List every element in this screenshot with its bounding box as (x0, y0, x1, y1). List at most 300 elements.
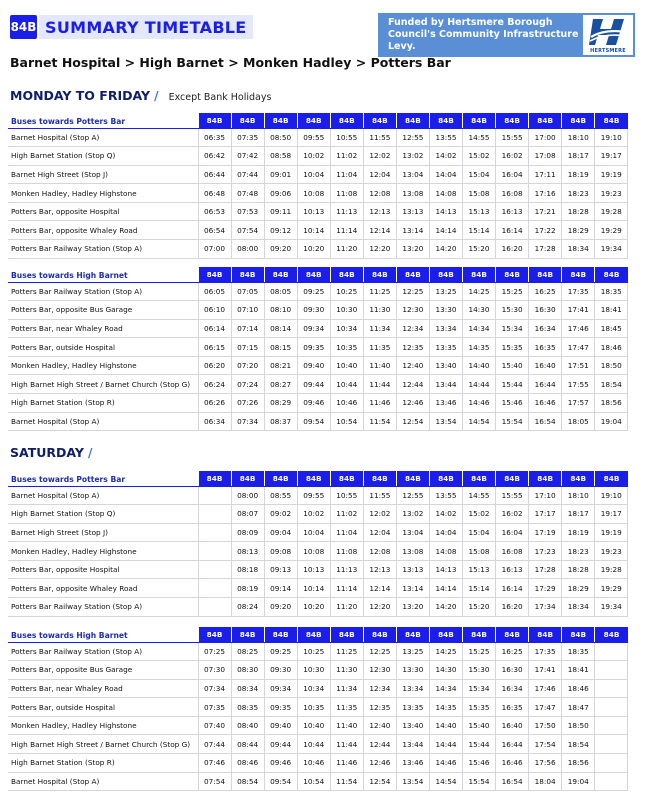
slash-decoration: / (154, 88, 159, 103)
time-cell: 12:40 (396, 356, 429, 375)
time-cell: 08:00 (231, 486, 264, 505)
time-cell: 14:46 (429, 754, 462, 773)
route-column-header: 84B (595, 471, 628, 486)
time-cell: 10:40 (330, 356, 363, 375)
time-cell: 14:08 (429, 184, 462, 203)
time-cell: 14:13 (429, 202, 462, 221)
weekday-section-title (10, 88, 271, 103)
stop-name: Potters Bar, opposite Whaley Road (8, 221, 198, 240)
time-cell: 19:04 (562, 772, 595, 791)
time-cell: 15:02 (463, 505, 496, 524)
stop-name: High Barnet Station (Stop R) (8, 754, 198, 773)
time-cell: 09:12 (264, 221, 297, 240)
time-cell: 13:40 (429, 356, 462, 375)
time-cell: 18:56 (595, 394, 628, 413)
time-cell: 19:28 (595, 560, 628, 579)
time-cell: 14:04 (429, 523, 462, 542)
table-row (8, 375, 628, 394)
table-row (8, 128, 628, 147)
time-cell: 13:13 (396, 202, 429, 221)
table-header-row (8, 471, 628, 486)
route-column-header: 84B (330, 113, 363, 128)
time-cell: 12:04 (363, 523, 396, 542)
time-cell: 17:19 (529, 523, 562, 542)
time-cell: 15:54 (463, 772, 496, 791)
hertsmere-logo-icon (589, 17, 627, 47)
time-cell: 16:04 (496, 523, 529, 542)
time-cell: 17:46 (529, 679, 562, 698)
time-cell: 17:08 (529, 147, 562, 166)
table-row (8, 394, 628, 413)
time-cell: 15:44 (463, 735, 496, 754)
stop-name: Monken Hadley, Hadley Highstone (8, 184, 198, 203)
time-cell: 10:25 (330, 282, 363, 301)
time-cell: 14:44 (429, 735, 462, 754)
time-cell: 18:28 (562, 560, 595, 579)
route-column-header: 84B (363, 113, 396, 128)
time-cell: 10:13 (297, 560, 330, 579)
direction-label: Buses towards High Barnet (8, 267, 198, 282)
route-column-header: 84B (330, 627, 363, 642)
time-cell: 16:20 (496, 598, 529, 617)
time-cell: 12:34 (363, 679, 396, 698)
table-header-row (8, 113, 628, 128)
time-cell: 12:34 (396, 319, 429, 338)
time-cell: 16:54 (529, 412, 562, 431)
time-cell: 13:35 (429, 338, 462, 357)
time-cell: 11:44 (330, 735, 363, 754)
table-row (8, 560, 628, 579)
time-cell: 17:10 (529, 486, 562, 505)
time-cell: 08:15 (264, 338, 297, 357)
stop-name: High Barnet High Street / Barnet Church (Stop G) (8, 735, 198, 754)
time-cell: 13:46 (429, 394, 462, 413)
time-cell: 09:30 (264, 661, 297, 680)
time-cell: 14:54 (429, 772, 462, 791)
time-cell: 18:04 (529, 772, 562, 791)
time-cell: 16:25 (529, 282, 562, 301)
time-cell: 16:35 (496, 698, 529, 717)
stop-name: Potters Bar Railway Station (Stop A) (8, 282, 198, 301)
table-row (8, 338, 628, 357)
route-column-header: 84B (429, 267, 462, 282)
time-cell: 10:46 (297, 754, 330, 773)
time-cell: 11:13 (330, 560, 363, 579)
time-cell: 11:44 (363, 375, 396, 394)
time-cell: 17:56 (529, 754, 562, 773)
table-header-row (8, 267, 628, 282)
time-cell: 12:35 (396, 338, 429, 357)
stop-name: Potters Bar Railway Station (Stop A) (8, 642, 198, 661)
time-cell: 18:41 (595, 301, 628, 320)
time-cell: 07:35 (231, 128, 264, 147)
time-cell: 10:40 (297, 716, 330, 735)
stop-name: Monken Hadley, Hadley Highstone (8, 356, 198, 375)
time-cell: 19:28 (595, 202, 628, 221)
direction-label: Buses towards Potters Bar (8, 113, 198, 128)
time-cell: 18:46 (595, 338, 628, 357)
time-cell: 18:50 (562, 716, 595, 735)
time-cell: 08:05 (264, 282, 297, 301)
time-cell: 07:15 (231, 338, 264, 357)
time-cell: 11:54 (363, 412, 396, 431)
time-cell: 15:30 (463, 661, 496, 680)
time-cell: 15:20 (463, 598, 496, 617)
time-cell: 07:05 (231, 282, 264, 301)
time-cell: 12:35 (363, 698, 396, 717)
time-cell (198, 505, 231, 524)
time-cell: 07:14 (231, 319, 264, 338)
time-cell: 14:35 (463, 338, 496, 357)
table-row (8, 221, 628, 240)
weekday-note: Except Bank Holidays (168, 92, 272, 103)
time-cell: 11:54 (330, 772, 363, 791)
time-cell: 18:19 (562, 523, 595, 542)
saturday-section-title (10, 445, 93, 460)
time-cell: 15:25 (496, 282, 529, 301)
time-cell: 10:34 (330, 319, 363, 338)
time-cell: 12:30 (396, 301, 429, 320)
time-cell: 10:20 (297, 240, 330, 259)
time-cell: 16:04 (496, 165, 529, 184)
stop-name: Barnet Hospital (Stop A) (8, 772, 198, 791)
time-cell (198, 598, 231, 617)
table-row (8, 486, 628, 505)
route-column-header: 84B (595, 113, 628, 128)
table-row (8, 754, 628, 773)
time-cell: 17:55 (562, 375, 595, 394)
time-cell: 13:02 (396, 505, 429, 524)
route-column-header: 84B (198, 627, 231, 642)
time-cell: 16:13 (496, 202, 529, 221)
route-column-header: 84B (363, 471, 396, 486)
slash-decoration: / (87, 445, 93, 460)
table-row (8, 147, 628, 166)
time-cell: 10:54 (330, 412, 363, 431)
table-row (8, 523, 628, 542)
weekday-title: MONDAY TO FRIDAY (10, 88, 151, 103)
route-column-header: 84B (264, 471, 297, 486)
time-cell: 14:02 (429, 147, 462, 166)
time-cell: 11:14 (330, 579, 363, 598)
time-cell: 10:35 (330, 338, 363, 357)
time-cell: 17:28 (529, 240, 562, 259)
time-cell: 12:08 (363, 184, 396, 203)
time-cell: 06:53 (198, 202, 231, 221)
time-cell (595, 642, 628, 661)
route-column-header: 84B (496, 627, 529, 642)
route-column-header: 84B (198, 267, 231, 282)
time-cell: 17:35 (562, 282, 595, 301)
route-column-header: 84B (330, 267, 363, 282)
time-cell: 19:34 (595, 598, 628, 617)
time-cell: 16:44 (529, 375, 562, 394)
time-cell: 07:20 (231, 356, 264, 375)
time-cell: 12:04 (363, 165, 396, 184)
stop-name: Barnet Hospital (Stop A) (8, 486, 198, 505)
time-cell: 08:44 (231, 735, 264, 754)
route-column-header: 84B (396, 267, 429, 282)
time-cell: 08:34 (231, 679, 264, 698)
table-row (8, 735, 628, 754)
time-cell: 17:41 (562, 301, 595, 320)
time-cell: 11:25 (363, 282, 396, 301)
route-column-header: 84B (264, 267, 297, 282)
time-cell: 15:13 (463, 560, 496, 579)
time-cell: 16:46 (529, 394, 562, 413)
time-cell: 10:02 (297, 505, 330, 524)
time-cell: 18:19 (562, 165, 595, 184)
time-cell: 08:09 (231, 523, 264, 542)
time-cell: 11:46 (330, 754, 363, 773)
route-column-header: 84B (529, 113, 562, 128)
time-cell: 11:14 (330, 221, 363, 240)
time-cell: 07:34 (198, 679, 231, 698)
time-cell: 06:15 (198, 338, 231, 357)
time-cell: 14:40 (463, 356, 496, 375)
time-cell: 11:35 (363, 338, 396, 357)
time-cell: 10:55 (330, 486, 363, 505)
time-cell: 07:42 (231, 147, 264, 166)
time-cell (595, 661, 628, 680)
time-cell: 17:21 (529, 202, 562, 221)
table-header-row (8, 627, 628, 642)
time-cell: 09:06 (264, 184, 297, 203)
table-row (8, 240, 628, 259)
table-row (8, 165, 628, 184)
time-cell: 08:24 (231, 598, 264, 617)
time-cell: 15:34 (463, 679, 496, 698)
time-cell: 08:07 (231, 505, 264, 524)
time-cell: 06:10 (198, 301, 231, 320)
time-cell: 08:54 (231, 772, 264, 791)
time-cell: 06:05 (198, 282, 231, 301)
time-cell: 19:29 (595, 579, 628, 598)
stop-name: Monken Hadley, Hadley Highstone (8, 542, 198, 561)
time-cell: 12:44 (363, 735, 396, 754)
time-cell: 08:19 (231, 579, 264, 598)
time-cell: 16:08 (496, 184, 529, 203)
time-cell: 19:17 (595, 147, 628, 166)
time-cell: 11:02 (330, 505, 363, 524)
stop-name: Potters Bar, outside Hospital (8, 338, 198, 357)
time-cell: 14:34 (463, 319, 496, 338)
time-cell: 14:08 (429, 542, 462, 561)
route-column-header: 84B (297, 267, 330, 282)
time-cell: 16:30 (496, 661, 529, 680)
time-cell: 12:54 (396, 412, 429, 431)
time-cell: 06:48 (198, 184, 231, 203)
table-row (8, 301, 628, 320)
time-cell: 10:44 (297, 735, 330, 754)
time-cell: 09:46 (264, 754, 297, 773)
stop-name: Potters Bar Railway Station (Stop A) (8, 240, 198, 259)
route-column-header: 84B (463, 627, 496, 642)
time-cell: 11:34 (330, 679, 363, 698)
time-cell: 06:26 (198, 394, 231, 413)
time-cell: 12:20 (363, 240, 396, 259)
route-column-header: 84B (198, 113, 231, 128)
stop-name: Potters Bar, opposite Hospital (8, 560, 198, 579)
time-cell: 14:20 (429, 240, 462, 259)
time-cell: 06:54 (198, 221, 231, 240)
route-column-header: 84B (463, 113, 496, 128)
time-cell: 11:55 (363, 128, 396, 147)
route-column-header: 84B (429, 113, 462, 128)
time-cell: 11:04 (330, 165, 363, 184)
route-column-header: 84B (496, 113, 529, 128)
time-cell: 19:23 (595, 184, 628, 203)
time-cell: 15:02 (463, 147, 496, 166)
funding-text: Funded by Hertsmere Borough Council's Community Infrastructure Levy. (388, 17, 579, 52)
time-cell: 10:14 (297, 221, 330, 240)
time-cell: 16:02 (496, 147, 529, 166)
time-cell: 16:40 (529, 356, 562, 375)
time-cell: 16:46 (496, 754, 529, 773)
time-cell: 16:54 (496, 772, 529, 791)
time-cell (198, 523, 231, 542)
time-cell: 07:40 (198, 716, 231, 735)
time-cell: 12:46 (363, 754, 396, 773)
time-cell: 11:40 (363, 356, 396, 375)
time-cell: 12:25 (396, 282, 429, 301)
route-column-header: 84B (330, 471, 363, 486)
time-cell: 10:04 (297, 165, 330, 184)
time-cell: 19:10 (595, 486, 628, 505)
route-column-header: 84B (529, 471, 562, 486)
stop-name: Potters Bar, near Whaley Road (8, 679, 198, 698)
time-cell: 18:34 (562, 240, 595, 259)
time-cell (595, 698, 628, 717)
time-cell: 17:51 (562, 356, 595, 375)
stop-name: Potters Bar, opposite Whaley Road (8, 579, 198, 598)
route-column-header: 84B (463, 471, 496, 486)
route-column-header: 84B (297, 113, 330, 128)
time-cell: 14:44 (463, 375, 496, 394)
route-column-header: 84B (231, 627, 264, 642)
time-cell: 08:55 (264, 486, 297, 505)
time-cell: 07:24 (231, 375, 264, 394)
time-cell: 18:29 (562, 221, 595, 240)
time-cell: 17:54 (529, 735, 562, 754)
page-title: SUMMARY TIMETABLE (39, 15, 253, 39)
route-column-header: 84B (562, 471, 595, 486)
time-cell: 12:14 (363, 579, 396, 598)
time-cell: 13:04 (396, 165, 429, 184)
time-cell: 18:35 (562, 642, 595, 661)
time-cell: 13:25 (396, 642, 429, 661)
time-cell: 13:54 (429, 412, 462, 431)
time-cell: 14:25 (429, 642, 462, 661)
time-cell: 15:46 (496, 394, 529, 413)
time-cell: 09:46 (297, 394, 330, 413)
time-cell: 07:10 (231, 301, 264, 320)
time-cell: 16:25 (496, 642, 529, 661)
time-cell (595, 716, 628, 735)
table-row (8, 282, 628, 301)
time-cell: 17:46 (562, 319, 595, 338)
time-cell: 15:55 (496, 128, 529, 147)
time-cell: 15:04 (463, 165, 496, 184)
time-cell: 08:35 (231, 698, 264, 717)
time-cell: 19:10 (595, 128, 628, 147)
time-cell: 15:54 (496, 412, 529, 431)
time-cell: 14:30 (463, 301, 496, 320)
time-cell: 10:04 (297, 523, 330, 542)
time-cell: 12:20 (363, 598, 396, 617)
time-cell: 13:08 (396, 184, 429, 203)
time-cell: 07:44 (198, 735, 231, 754)
time-cell: 19:04 (595, 412, 628, 431)
route-column-header: 84B (297, 471, 330, 486)
saturday-table-towards-potters-bar (8, 471, 628, 617)
time-cell: 09:44 (297, 375, 330, 394)
time-cell: 12:08 (363, 542, 396, 561)
time-cell: 11:20 (330, 240, 363, 259)
time-cell: 10:35 (297, 698, 330, 717)
time-cell: 09:14 (264, 579, 297, 598)
time-cell: 10:55 (330, 128, 363, 147)
time-cell (198, 560, 231, 579)
time-cell: 07:48 (231, 184, 264, 203)
route-column-header: 84B (231, 267, 264, 282)
time-cell: 11:34 (363, 319, 396, 338)
time-cell: 13:34 (429, 319, 462, 338)
stop-name: High Barnet Station (Stop R) (8, 394, 198, 413)
route-column-header: 84B (396, 471, 429, 486)
time-cell: 10:14 (297, 579, 330, 598)
route-column-header: 84B (231, 471, 264, 486)
direction-label: Buses towards Potters Bar (8, 471, 198, 486)
time-cell: 07:34 (231, 412, 264, 431)
time-cell: 17:57 (562, 394, 595, 413)
time-cell: 14:35 (429, 698, 462, 717)
time-cell: 13:54 (396, 772, 429, 791)
time-cell: 08:21 (264, 356, 297, 375)
time-cell: 19:34 (595, 240, 628, 259)
time-cell: 11:40 (330, 716, 363, 735)
time-cell: 14:55 (463, 128, 496, 147)
time-cell: 18:10 (562, 486, 595, 505)
time-cell: 07:35 (198, 698, 231, 717)
time-cell: 17:34 (529, 598, 562, 617)
time-cell: 08:58 (264, 147, 297, 166)
time-cell: 09:54 (297, 412, 330, 431)
time-cell: 11:35 (330, 698, 363, 717)
time-cell: 08:37 (264, 412, 297, 431)
time-cell: 14:34 (429, 679, 462, 698)
route-column-header: 84B (429, 627, 462, 642)
time-cell: 12:13 (363, 560, 396, 579)
time-cell: 17:00 (529, 128, 562, 147)
route-column-header: 84B (529, 267, 562, 282)
time-cell: 17:17 (529, 505, 562, 524)
time-cell: 13:55 (429, 128, 462, 147)
time-cell: 11:13 (330, 202, 363, 221)
time-cell: 16:14 (496, 579, 529, 598)
time-cell: 15:25 (463, 642, 496, 661)
time-cell: 12:46 (396, 394, 429, 413)
time-cell: 14:13 (429, 560, 462, 579)
time-cell: 07:44 (231, 165, 264, 184)
time-cell: 06:42 (198, 147, 231, 166)
route-column-header: 84B (562, 627, 595, 642)
time-cell: 17:50 (529, 716, 562, 735)
time-cell: 11:46 (363, 394, 396, 413)
time-cell: 13:44 (429, 375, 462, 394)
route-column-header: 84B (198, 471, 231, 486)
time-cell: 18:46 (562, 679, 595, 698)
